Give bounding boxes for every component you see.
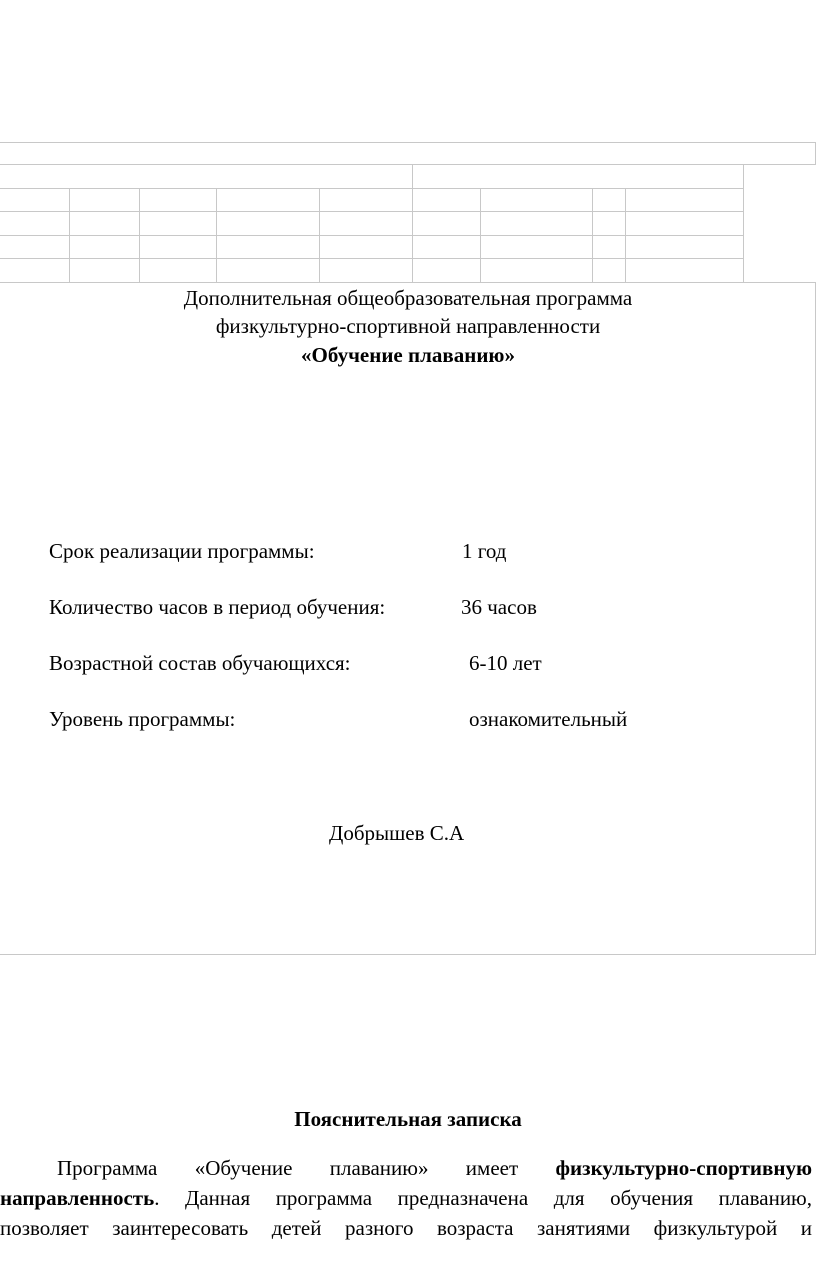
detail-value-level: ознакомительный: [469, 707, 628, 731]
paragraph-line: позволяет заинтересовать детей разного возраста занятиями физкультурой и: [0, 1216, 812, 1240]
program-type-line: Дополнительная общеобразовательная программа: [183, 286, 633, 310]
detail-label-age: Возрастной состав обучающихся:: [49, 651, 351, 675]
paragraph-line: Программа «Обучение плаванию» имеет физкультурно-спортивную: [57, 1156, 812, 1180]
program-direction-line: физкультурно-спортивной направленности: [215, 314, 601, 338]
section-heading: Пояснительная записка: [294, 1107, 522, 1131]
detail-value-age: 6-10 лет: [469, 651, 542, 675]
detail-label-level: Уровень программы:: [49, 707, 236, 731]
author-name: Добрышев С.А: [329, 821, 465, 845]
detail-label-hours: Количество часов в период обучения:: [49, 595, 386, 619]
detail-label-duration: Срок реализации программы:: [49, 539, 315, 563]
program-title: «Обучение плаванию»: [301, 343, 515, 367]
note-paragraph: [0, 1153, 812, 1243]
paragraph-line: направленность. Данная программа предназначена для обучения плаванию,: [0, 1186, 812, 1210]
detail-value-hours: 36 часов: [461, 595, 537, 619]
detail-value-duration: 1 год: [462, 539, 507, 563]
